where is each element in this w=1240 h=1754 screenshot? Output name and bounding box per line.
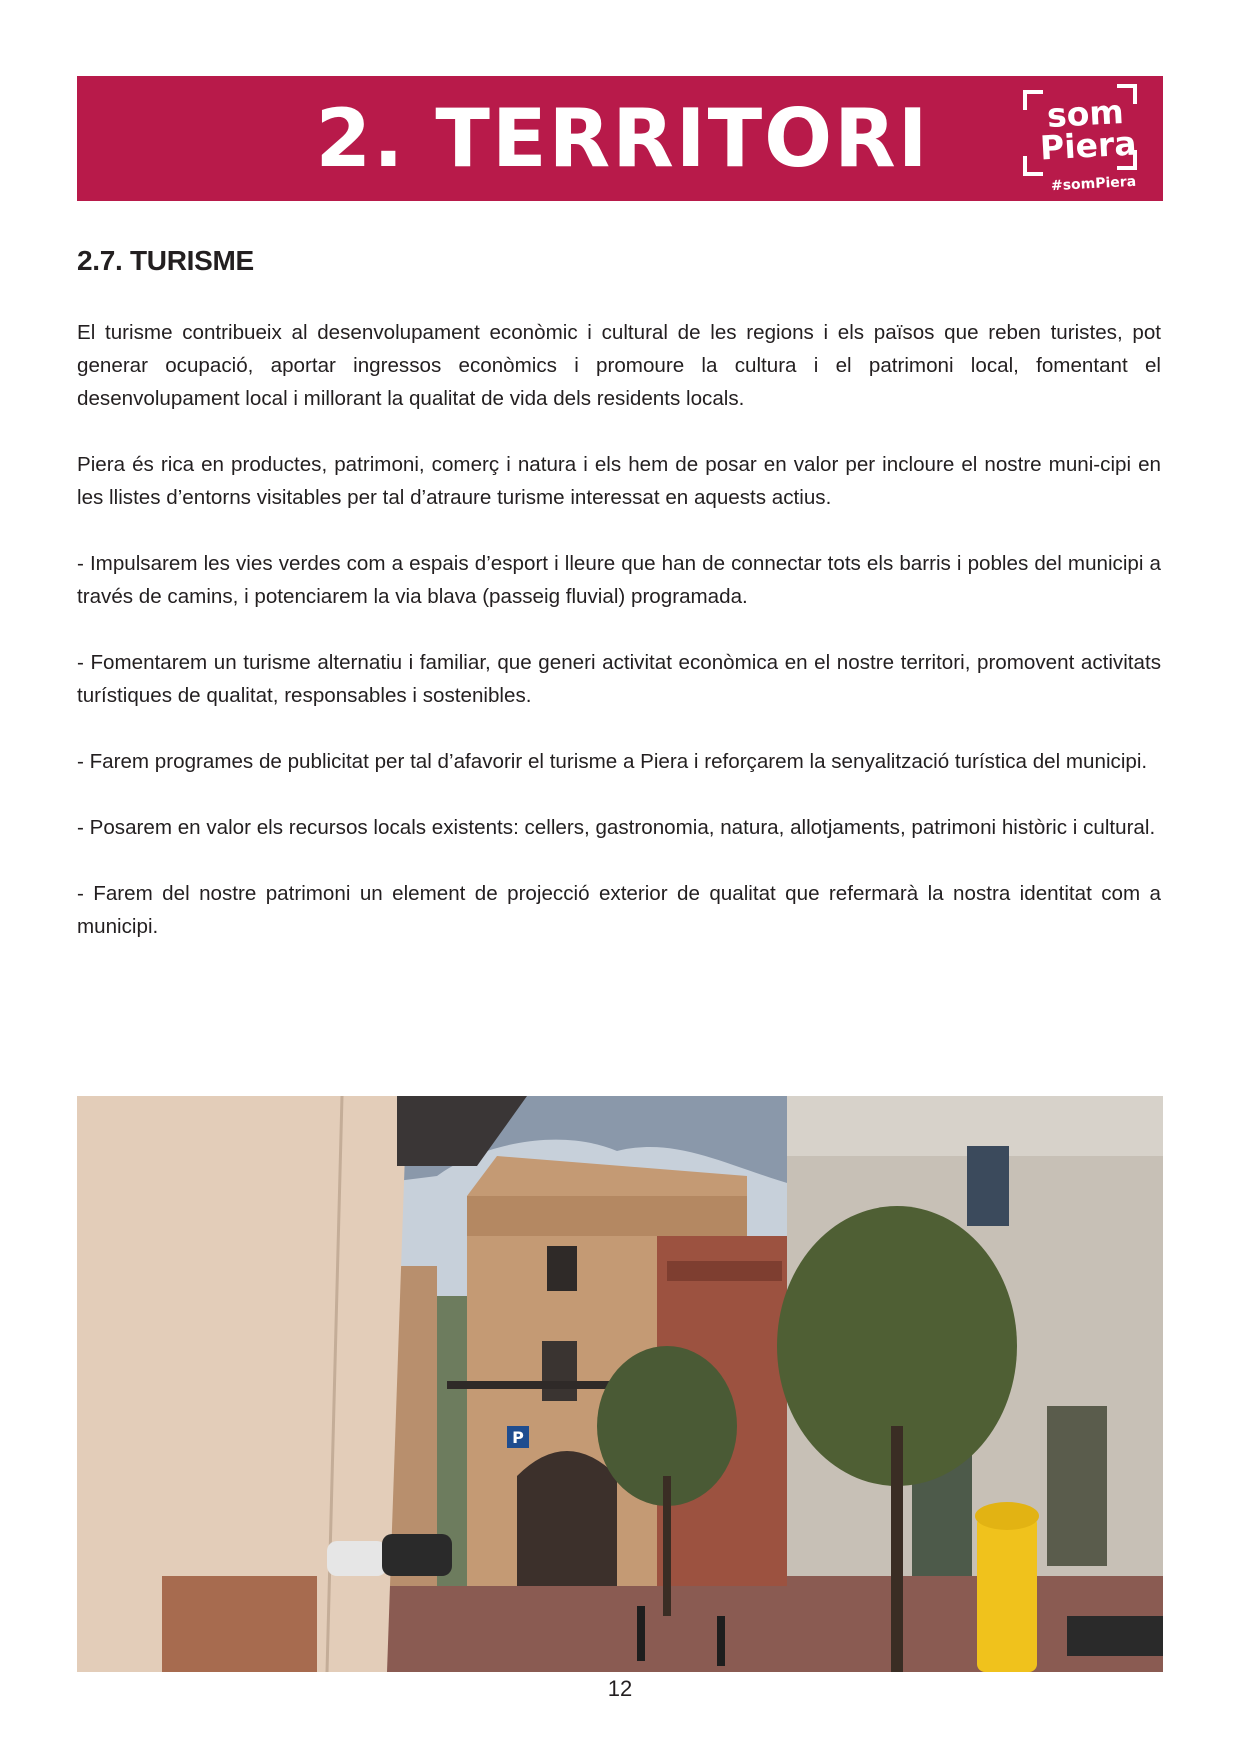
som-piera-logo <box>1005 82 1155 196</box>
door-2 <box>1047 1406 1107 1566</box>
list-item-vies-verdes: - Impulsarem les vies verdes com a espais d’esport i lleure que han de connectar tots els barris i pobles del municipi a través de camins, i potenciarem la via blava (passeig fluvial) programada. <box>77 552 1161 608</box>
yellow-mailbox <box>977 1516 1037 1672</box>
street-photo <box>77 1096 1163 1672</box>
dark-car <box>382 1534 452 1576</box>
page-number: 12 <box>607 1676 633 1701</box>
white-car <box>327 1541 387 1576</box>
parking-sign-letter: P <box>512 1428 524 1447</box>
page-title: 2. TERRITORI <box>315 92 930 185</box>
header-band <box>77 76 1163 201</box>
bollard-2 <box>717 1616 725 1666</box>
list-item-publicitat: - Farem programes de publicitat per tal d’afavorir el turisme a Piera i reforçarem la senyalització turística del municipi. <box>77 750 1148 773</box>
logo-hashtag: #somPiera <box>1050 173 1137 195</box>
list-item-turisme-alternatiu: - Fomentarem un turisme alternatiu i familiar, que generi activitat econòmica en el nostre territori, promovent activitats turístiques de qualitat, responsables i sostenibles. <box>77 651 1161 707</box>
logo-word-som: som <box>1046 92 1125 135</box>
window <box>547 1246 577 1291</box>
tree-right-trunk <box>891 1426 903 1672</box>
list-item-recursos-locals: - Posarem en valor els recursos locals existents: cellers, gastronomia, natura, allotjaments, patrimoni històric i cultural. <box>77 816 1156 839</box>
central-building-cornice <box>467 1196 747 1236</box>
body-text <box>77 316 1161 976</box>
tree-left-trunk <box>663 1476 671 1616</box>
logo-bracket-top-left <box>1023 90 1043 110</box>
mailbox-top <box>975 1502 1039 1530</box>
window-2 <box>542 1341 577 1401</box>
paragraph-piera: Piera és rica en productes, patrimoni, comerç i natura i els hem de posar en valor per incloure el nostre muni-cipi en les llistes d’entorns visitables per tal d’atraure turisme interessat en aquests actius. <box>77 453 1161 509</box>
archway <box>517 1451 617 1586</box>
bollard <box>637 1606 645 1661</box>
logo-word-piera: Piera <box>1039 123 1138 168</box>
right-window <box>967 1146 1009 1226</box>
bench <box>1067 1616 1163 1656</box>
section-title: 2.7. TURISME <box>77 245 254 276</box>
paragraph-intro: El turisme contribueix al desenvolupament econòmic i cultural de les regions i els països que reben turistes, pot generar ocupació, aportar ingressos econòmics i promoure la cultura i el patrimoni local, fomentant el desenvolupament local i millorant la qualitat de vida dels residents locals. <box>77 321 1161 410</box>
list-item-patrimoni: - Farem del nostre patrimoni un element de projecció exterior de qualitat que refermarà la nostra identitat com a municipi. <box>77 882 1161 938</box>
brick-patch <box>162 1576 317 1672</box>
brick-balcony <box>667 1261 782 1281</box>
